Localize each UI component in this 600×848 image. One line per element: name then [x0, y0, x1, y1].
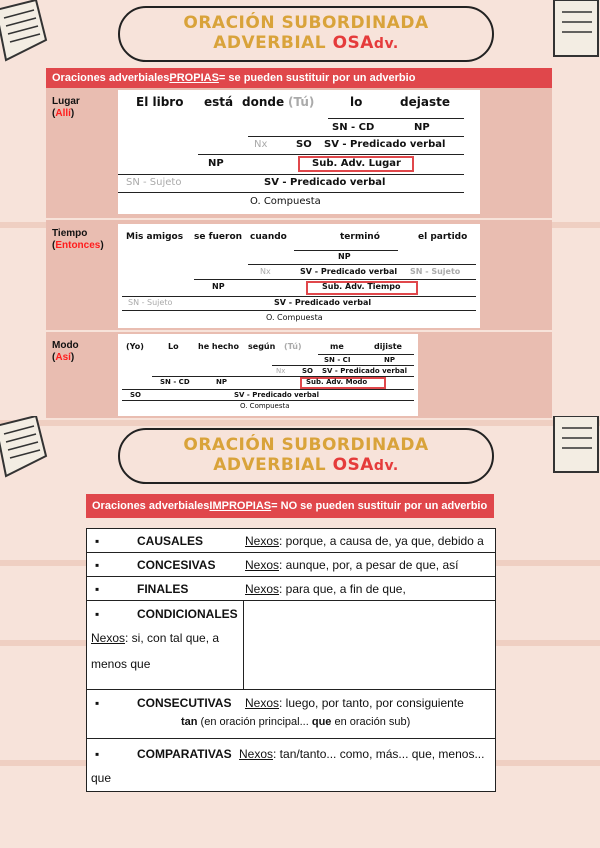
tag: Nx [276, 367, 286, 375]
table-row: ▪ COMPARATIVAS Nexos: tan/tanto... como, más... que, menos... que [91, 747, 485, 785]
word: cuando [250, 232, 287, 242]
tag: SO [296, 139, 312, 150]
tag: NP [414, 122, 430, 133]
analysis-lugar [118, 90, 480, 214]
impropias-header: Oraciones adverbiales IMPROPIAS = NO se pueden sustituir por un adverbio [86, 494, 494, 518]
tag: SV - Predicado verbal [322, 367, 408, 375]
tag: Sub. Adv. Lugar [312, 158, 401, 169]
tag: SN - CI [324, 356, 351, 364]
table-row: ▪ CAUSALES Nexos: porque, a causa de, ya que, debido a [87, 529, 495, 553]
tag: SO [302, 367, 313, 375]
impropias-table [86, 528, 496, 792]
tag: SN - CD [332, 122, 375, 133]
analysis-tiempo [118, 224, 480, 328]
tag: SN - Sujeto [128, 298, 173, 307]
notebook-icon [548, 0, 600, 70]
tag: NP [216, 378, 227, 386]
tag: SN - CD [160, 378, 190, 386]
word: me [330, 342, 344, 351]
analysis-modo [118, 334, 418, 416]
tag: Nx [254, 139, 268, 150]
table-row: ▪ CONSECUTIVAS Nexos: luego, por tanto, por consiguiente tan (en oración principal... que en oración sub) [87, 690, 495, 739]
word: dijiste [374, 342, 402, 351]
propias-header: Oraciones adverbiales PROPIAS = se pueden sustituir por un adverbio [46, 68, 552, 88]
word: (Tú) [288, 95, 315, 109]
table-row: ▪ CONCESIVAS Nexos: aunque, por, a pesar de que, así [87, 553, 495, 577]
word: El libro [136, 95, 184, 109]
word: donde [242, 95, 285, 109]
word: el partido [418, 232, 468, 242]
table-row: ▪ FINALES Nexos: para que, a fin de que, [87, 577, 495, 601]
label-modo: Modo (Así) [52, 340, 79, 363]
tag: SV - Predicado verbal [234, 391, 320, 399]
tag: O. Compuesta [240, 402, 290, 410]
word: he hecho [198, 342, 239, 351]
tag: Sub. Adv. Modo [306, 378, 368, 386]
word: está [204, 95, 234, 109]
tag: SN - Sujeto [410, 267, 461, 276]
label-tiempo: Tiempo (Entonces) [52, 228, 104, 251]
word: (Tú) [284, 342, 302, 351]
tag: NP [384, 356, 395, 364]
word: (Yo) [126, 342, 144, 351]
tag: NP [212, 282, 225, 291]
tag: O. Compuesta [250, 196, 321, 207]
label-lugar: Lugar (Allí) [52, 96, 80, 119]
word: lo [350, 95, 363, 109]
word: terminó [340, 232, 380, 242]
bg-stripe [0, 420, 600, 426]
tag: SV - Predicado verbal [300, 267, 398, 276]
page-title-2: ORACIÓN SUBORDINADA ADVERBIAL OSAdv. [118, 428, 494, 484]
tag: Nx [260, 267, 271, 276]
tag: SV - Predicado verbal [324, 139, 446, 150]
word: Lo [168, 342, 179, 351]
notebook-icon [548, 416, 600, 486]
tag: NP [208, 158, 224, 169]
word: dejaste [400, 95, 450, 109]
tag: O. Compuesta [266, 313, 323, 322]
word: se fueron [194, 232, 243, 242]
tag: SV - Predicado verbal [264, 177, 386, 188]
open-book-icon [0, 416, 50, 486]
page-title: ORACIÓN SUBORDINADA ADVERBIAL OSAdv. [118, 6, 494, 62]
word: Mis amigos [126, 232, 184, 242]
word: según [248, 342, 276, 351]
tag: NP [338, 252, 351, 261]
table-row: ▪ CONDICIONALES Nexos: si, con tal que, a menos que [87, 601, 495, 690]
tag: SV - Predicado verbal [274, 298, 372, 307]
tag: SN - Sujeto [126, 177, 182, 188]
tag: Sub. Adv. Tiempo [322, 282, 401, 291]
tag: SO [130, 391, 141, 399]
open-book-icon [0, 0, 50, 70]
